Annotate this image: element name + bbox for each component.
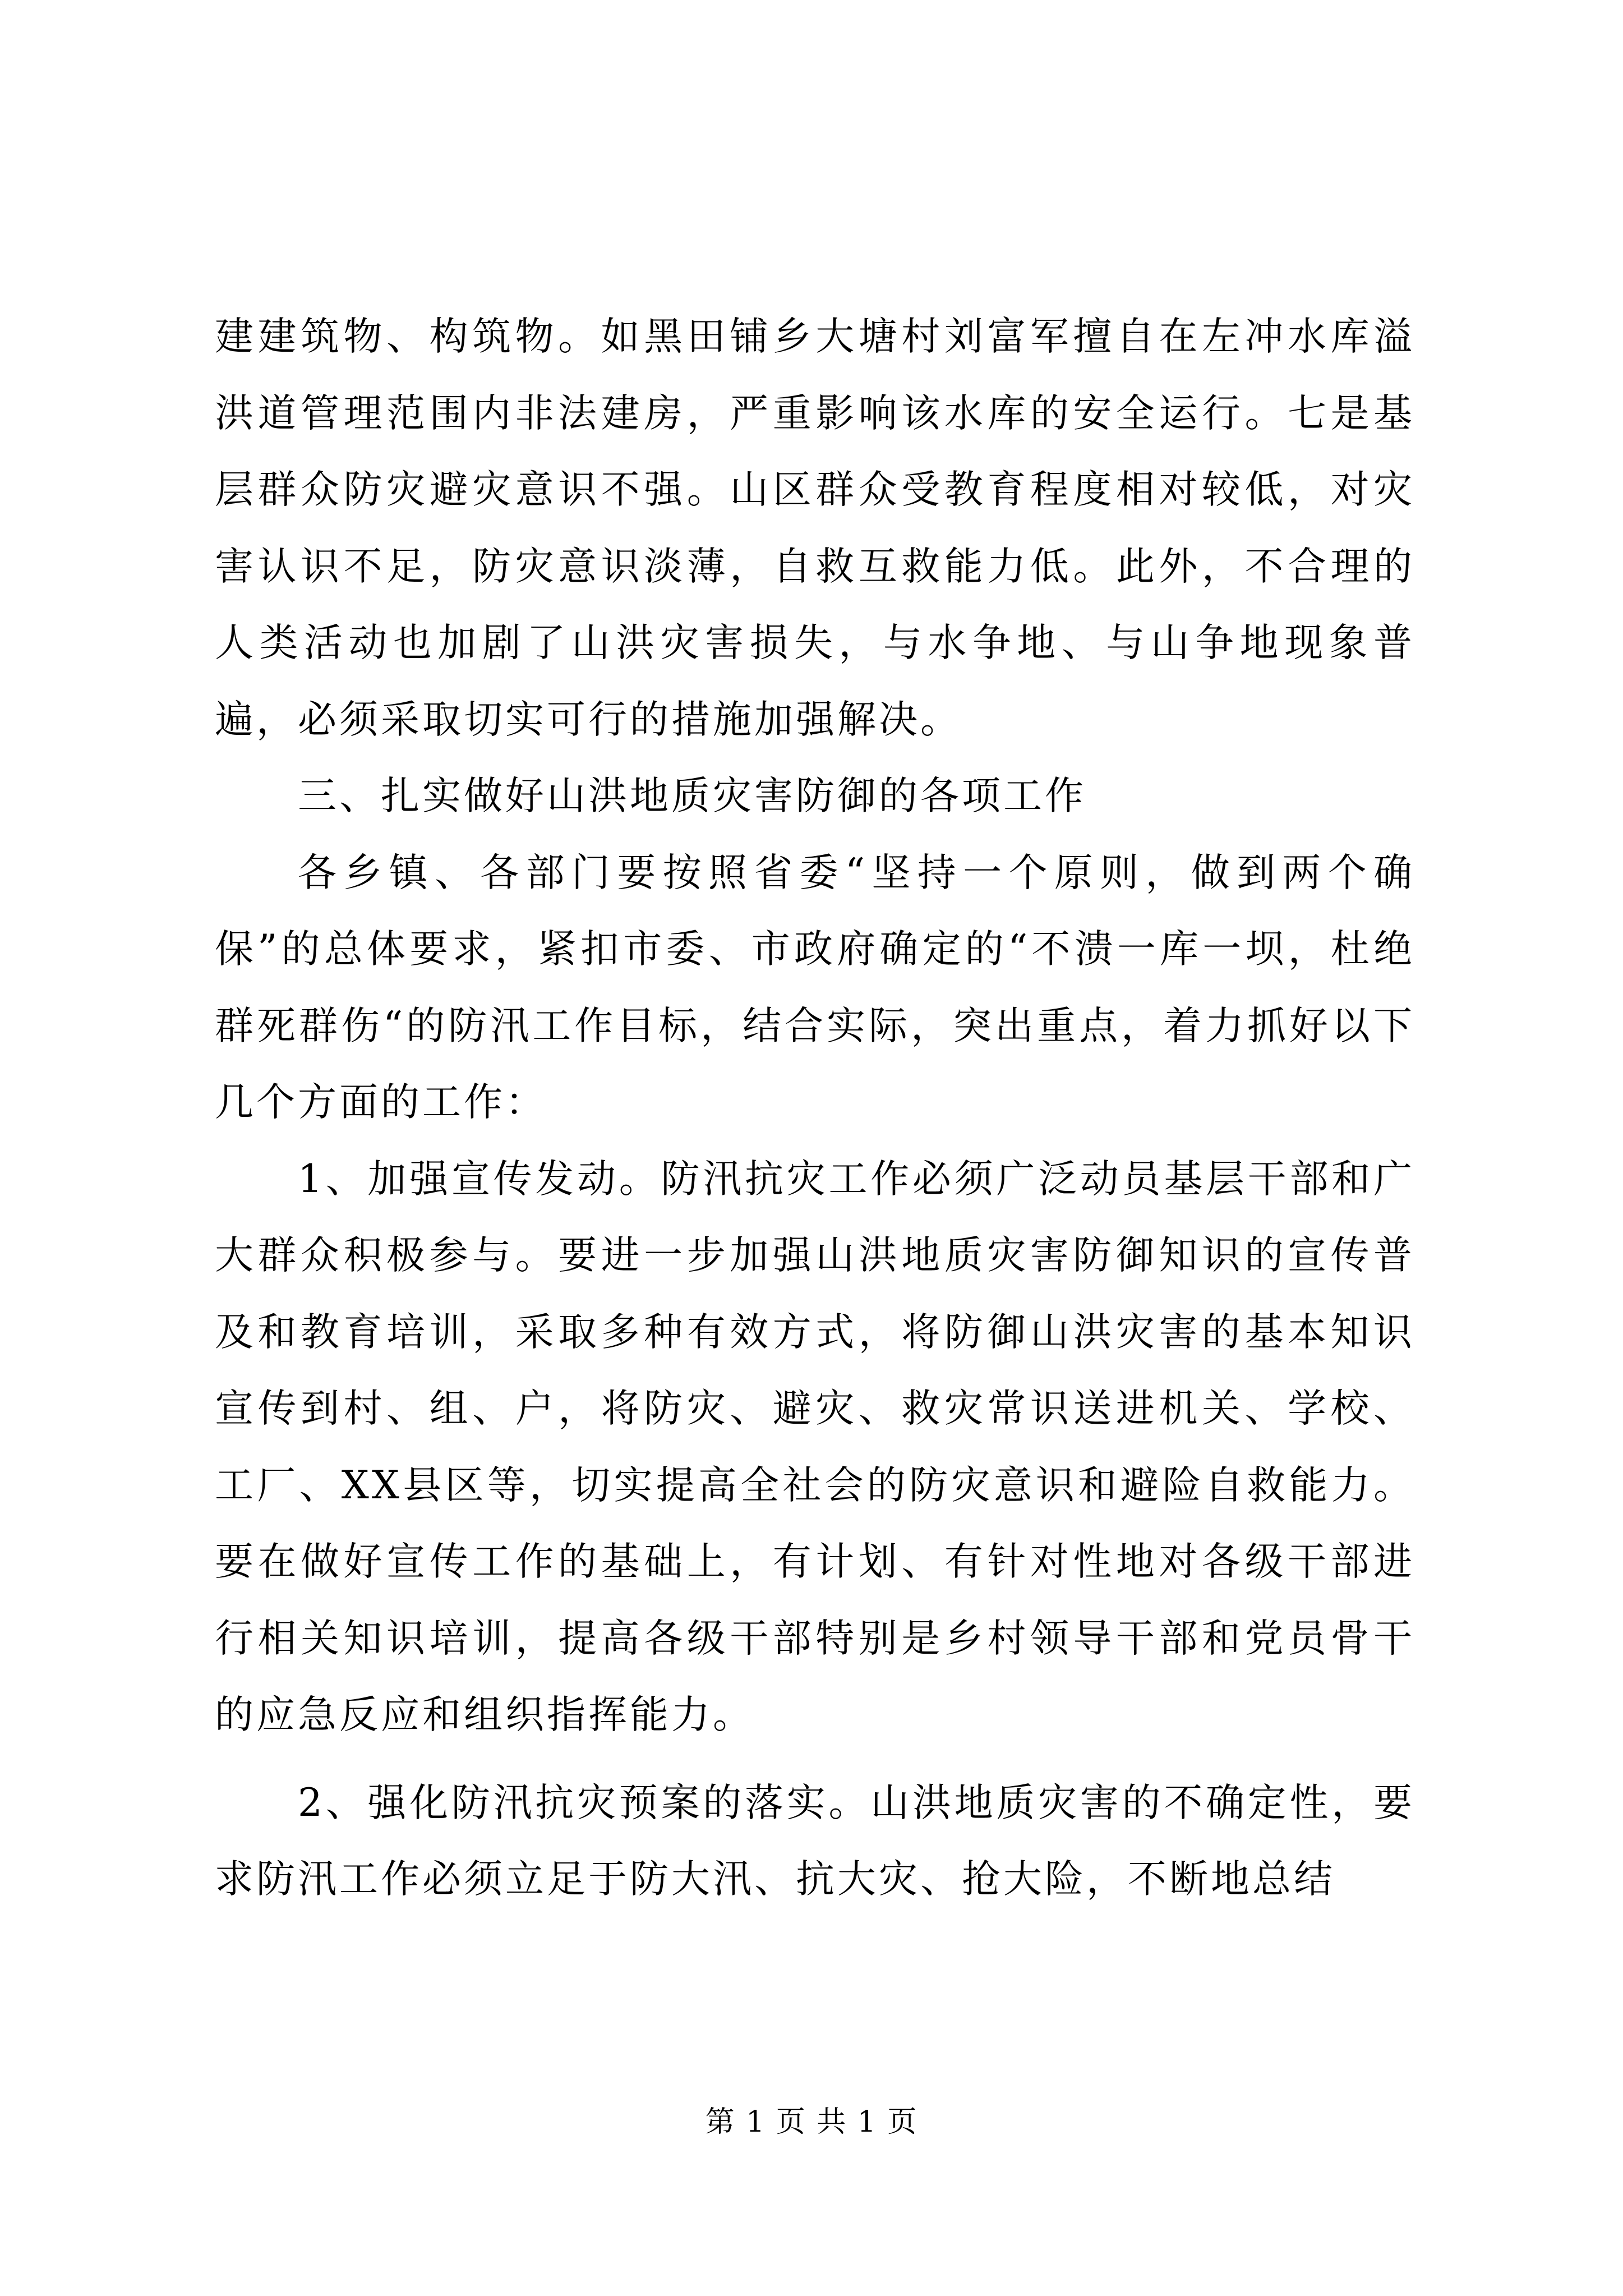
page-footer: 第 1 页 共 1 页 bbox=[705, 2105, 918, 2139]
paragraph-continuation: 建建筑物、构筑物。如黑田铺乡大塘村刘富军擅自在左冲水库溢洪道管理范围内非法建房，严重影响该水库的安全运行。七是基层群众防灾避灾意识不强。山区群众受教育程度相对较低，对灾害认识不足，防灾意识淡薄，自救互救能力低。此外，不合理的人类活动也加剧了山洪灾害损失，与水争地、与山争地现象普遍，必须采取切实可行的措施加强解决。 bbox=[215, 314, 1415, 742]
section-heading: 三、扎实做好山洪地质灾害防御的各项工作 bbox=[298, 774, 1086, 818]
paragraph-requirements: 各乡镇、各部门要按照省委“坚持一个原则，做到两个确保”的总体要求，紧扣市委、市政府确定的“不溃一库一坝，杜绝群死群伤“的防汛工作目标，结合实际，突出重点，着力抓好以下几个方面的工作： bbox=[215, 850, 1415, 1125]
document-body bbox=[215, 298, 1415, 1918]
paragraph-item-1: 1、加强宣传发动。防汛抗灾工作必须广泛动员基层干部和广大群众积极参与。要进一步加强山洪地质灾害防御知识的宣传普及和教育培训，采取多种有效方式，将防御山洪灾害的基本知识宣传到村、组、户，将防灾、避灾、救灾常识送进机关、学校、工厂、XX县区等，切实提高全社会的防灾意识和避险自救能力。要在做好宣传工作的基础上，有计划、有针对性地对各级干部进行相关知识培训，提高各级干部特别是乡村领导干部和党员骨干的应急反应和组织指挥能力。 bbox=[215, 1156, 1415, 1737]
paragraph-item-2: 2、强化防汛抗灾预案的落实。山洪地质灾害的不确定性，要求防汛工作必须立足于防大汛、抗大灾、抢大险，不断地总结 bbox=[215, 1780, 1415, 1902]
